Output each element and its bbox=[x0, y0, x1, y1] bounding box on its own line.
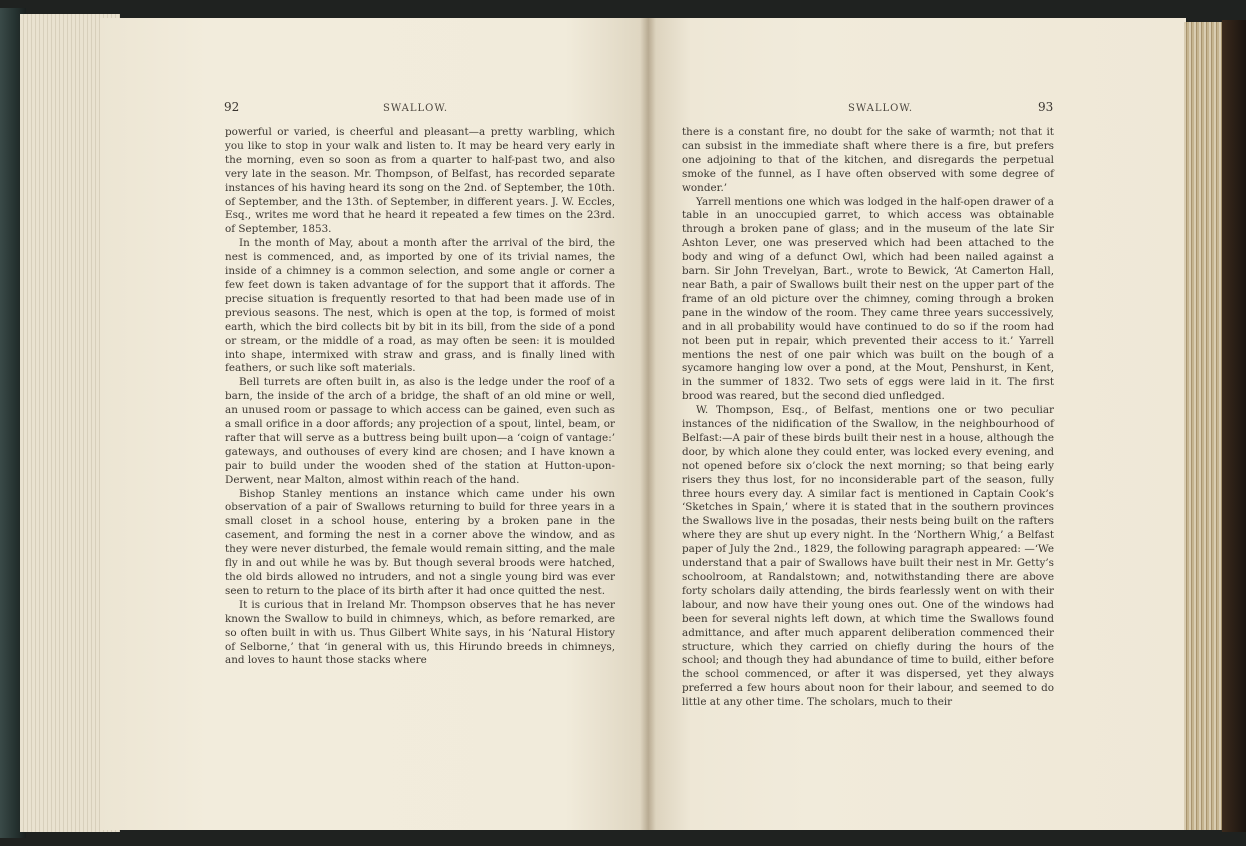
right-page-text bbox=[682, 126, 1054, 710]
book-gutter bbox=[640, 18, 656, 830]
running-head-right: SWALLOW. bbox=[848, 103, 914, 114]
paragraph: It is curious that in Ireland Mr. Thompson observes that he has never known the Swallow to build in chimneys, which, as before remarked, are so often built in with us. Thus Gilbert White says, in his ‘Natural History of Selborne,’ that ‘in general with us, this Hirundo breeds in chimneys, and loves to haunt those stacks where bbox=[225, 598, 615, 667]
paragraph: W. Thompson, Esq., of Belfast, mentions one or two peculiar instances of the nidification of the Swallow, in the neighbourhood of Belfast:—A pair of these birds built their nest in a house, although the door, by which alone they could enter, was locked every evening, and not opened before six o’clock the next morning; so that being early risers they thus lost, for no inconsiderable part of the season, fully three hours every day. A similar fact is mentioned in Captain Cook’s ‘Sketches in Spain,’ where it is stated that in the southern provinces the Swallows live in the posadas, their nests being built on the rafters where they are shut up every night. In the ‘Northern Whig,’ a Belfast paper of July the 2nd., 1829, the following paragraph appeared: —‘We understand that a pair of Swallows have built their nest in Mr. Getty’s schoolroom, at Randalstown; and, notwithstanding there are above forty scholars daily attending, the birds fearlessly went on with their labour, and now have their young ones out. One of the windows had been for several nights left down, at which time the Swallows found admittance, and after much apparent deliberation commenced their structure, which they carried on chiefly during the hours of the school; and though they had abundance of time to build, either before the school commenced, or after it was dispersed, yet they always preferred a few hours about noon for their labour, and seemed to do little at any other time. The scholars, much to their bbox=[682, 404, 1054, 709]
left-page-text bbox=[225, 126, 615, 668]
right-page bbox=[648, 18, 1186, 830]
paragraph: In the month of May, about a month after the arrival of the bird, the nest is commenced, and, as imported by one of its trivial names, the inside of a chimney is a common selection, and some angle or corner a few feet down is taken advantage of for the support that it affords. The precise situation is frequently resorted to that had been made use of in previous seasons. The nest, which is open at the top, is formed of moist earth, which the bird collects bit by bit in its bill, from the side of a pond or stream, or the middle of a road, as may often be seen: it is moulded into shape, intermixed with straw and grass, and is finally lined with feathers, or such like soft materials. bbox=[225, 237, 615, 375]
left-page bbox=[100, 18, 648, 830]
paragraph: there is a constant fire, no doubt for the sake of warmth; not that it can subsist in the immediate shaft where there is a fire, but prefers one adjoining to that of the kitchen, and disregards the perpetual smoke of the funnel, as I have often observed with some degree of wonder.’ bbox=[682, 126, 1054, 194]
paragraph: Bell turrets are often built in, as also is the ledge under the roof of a barn, the inside of the arch of a bridge, the shaft of an old mine or well, an unused room or passage to which access can be gained, even such as a small orifice in a door affords; any projection of a spout, lintel, beam, or rafter that will serve as a buttress being built upon—a ‘coign of vantage:’ gateways, and outhouses of every kind are chosen; and I have known a pair to build under the wooden shed of the station at Hutton-upon-Derwent, near Malton, almost within reach of the hand. bbox=[225, 376, 615, 486]
paragraph: Bishop Stanley mentions an instance which came under his own observation of a pair of Swallows returning to build for three years in a small closet in a school house, entering by a broken pane in the casement, and forming the nest in a corner above the window, and as they were never disturbed, the female would remain sitting, and the male fly in and out while he was by. But though several broods were hatched, the old birds allowed no intruders, and not a single young bird was ever seen to return to the place of its birth after it had once quitted the nest. bbox=[225, 487, 615, 597]
running-head-left: SWALLOW. bbox=[383, 103, 449, 114]
paragraph: Yarrell mentions one which was lodged in the half-open drawer of a table in an unoccupied garret, to which access was obtainable through a broken pane of glass; and in the museum of the late Sir Ashton Lever, one was preserved which had been attached to the body and wing of a defunct Owl, which had been nailed against a barn. Sir John Trevelyan, Bart., wrote to Bewick, ‘At Camerton Hall, near Bath, a pair of Swallows built their nest on the upper part of the frame of an old picture over the chimney, coming through a broken pane in the window of the room. They came three years successively, and in all probability would have continued to do so if the room had not been put in repair, which prevented their access to it.’ Yarrell mentions the nest of one pair which was built on the bough of a sycamore hanging low over a pond, at the Mout, Penshurst, in Kent, in the summer of 1832. Two sets of eggs were laid in it. The first brood was reared, but the second died unfledged. bbox=[682, 195, 1054, 403]
paragraph: powerful or varied, is cheerful and pleasant—a pretty warbling, which you like to stop in your walk and listen to. It may be heard very early in the morning, even so soon as from a quarter to half-past two, and also very late in the season. Mr. Thompson, of Belfast, has recorded separate instances of his having heard its song on the 2nd. of September, the 10th. of September, and the 13th. of September, in different years. J. W. Eccles, Esq., writes me word that he heard it repeated a few times on the 23rd. of September, 1853. bbox=[225, 126, 615, 236]
book-cover-right bbox=[1222, 20, 1246, 832]
page-edges-right bbox=[1184, 22, 1224, 830]
page-number-left: 92 bbox=[224, 100, 240, 114]
page-number-right: 93 bbox=[1038, 100, 1054, 114]
